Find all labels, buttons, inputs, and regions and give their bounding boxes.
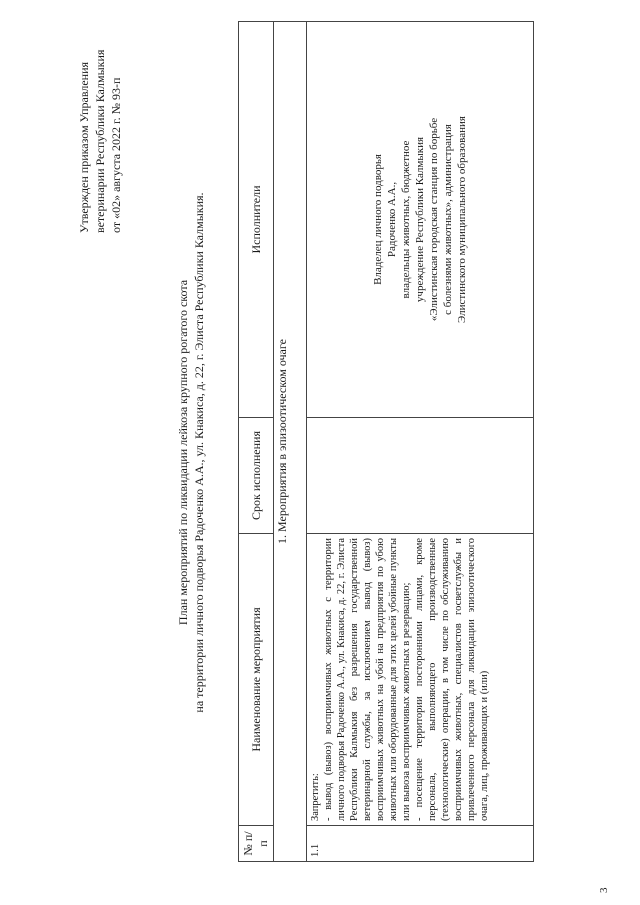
executor-line: Владелец личного подворья: [372, 154, 384, 285]
measure-heading: Запретить:: [310, 773, 321, 821]
approval-line: от «02» августа 2022 г. № 93-п: [109, 77, 123, 233]
executor-line: Радоченко А.А.,: [386, 181, 398, 258]
executor-line: с болезнями животных», администрация: [442, 124, 454, 315]
title-line: на территории личного подворья Радоченко А.А., ул. Кнакиса, д. 22, г. Элиста Республики Калмыкия.: [192, 192, 206, 713]
header-num: № п/п: [239, 826, 274, 862]
row-number: 1.1: [307, 826, 534, 862]
measure-item: - посещение территории посторонними лицами, кроме персонала, выполняющего производственные (технологические) операции, в том числе по обслуживанию восприимчивых животных, специалистов госветслужбы и привлеченного персонала для ликвидации эпизоотического очага, лиц, проживающих и (или): [414, 538, 490, 821]
header-term: Срок исполнения: [239, 418, 274, 534]
executor-line: учреждение Республики Калмыкия: [414, 136, 426, 303]
section-title: 1. Мероприятия в эпизоотическом очаге: [274, 22, 307, 862]
header-name: Наименование мероприятия: [239, 534, 274, 826]
executor-line: «Элистинская городская станция по борьбе: [428, 117, 440, 322]
table-row: [307, 22, 534, 862]
term-cell: [307, 418, 534, 534]
document-title: [175, 30, 207, 875]
approval-block: [76, 8, 124, 233]
measure-item: - вывод (вывоз) восприимчивых животных с территории личного подворья Радоченко А.А., ул. Кнакиса, д. 22, г. Элиста Республики Калмыкия без разрешения государственной ветеринарной службы, за исключением вывод (вывоз) восприимчивых животных на убой на предприятия по убою животных или оборудованные для этих целей убойные пункты или вывоза восприимчивых животных в резервацию;: [323, 538, 412, 821]
executors-cell: [307, 22, 534, 418]
executor-line: Элистинского муниципального образования: [456, 116, 468, 323]
plan-table: [238, 21, 534, 862]
title-line: План мероприятий по ликвидации лейкоза крупного рогатого скота: [176, 279, 190, 626]
measure-cell: [307, 534, 534, 826]
header-executors: Исполнители: [239, 22, 274, 418]
page-number: 3: [598, 887, 610, 893]
approval-line: Утвержден приказом Управления: [77, 61, 91, 233]
approval-line: ветеринарии Республики Калмыкия: [93, 49, 107, 233]
executor-line: владельцы животных, бюджетное: [400, 140, 412, 299]
section-row: [274, 22, 307, 862]
table-header-row: [239, 22, 274, 862]
